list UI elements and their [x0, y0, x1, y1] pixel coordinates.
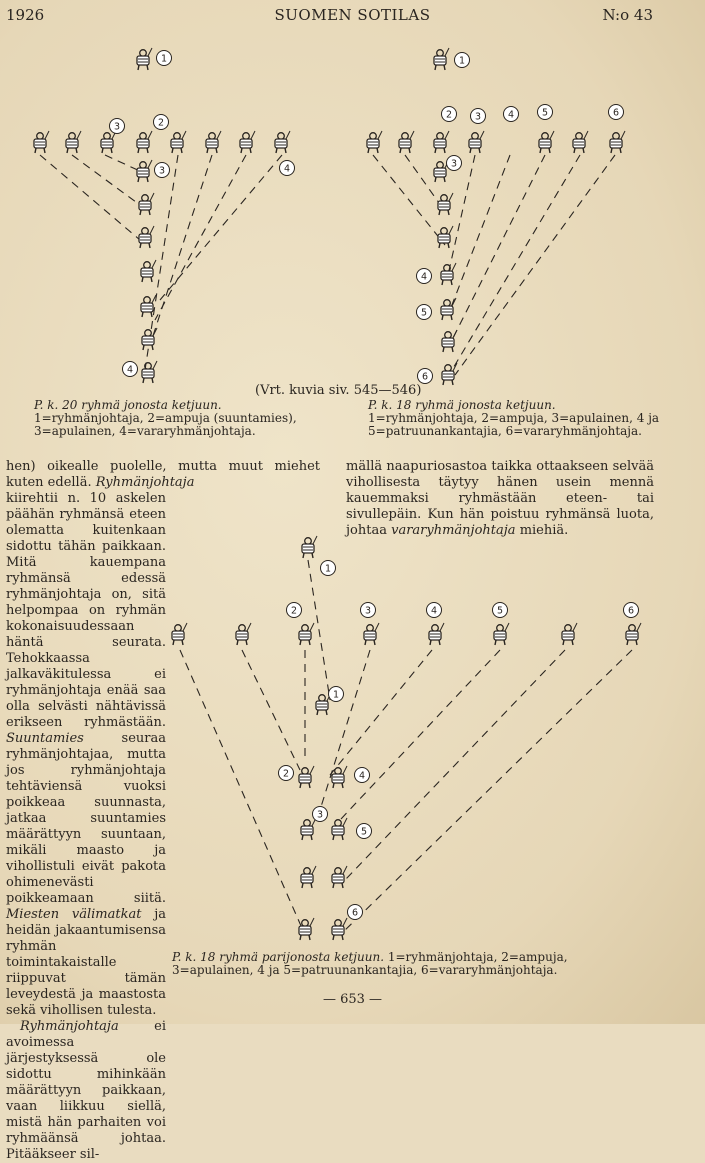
text-span-italic: Suuntamies	[6, 731, 84, 746]
text-span: miehiä.	[519, 523, 569, 538]
caption-right-prefix: P. k. 18 ryhmä jonosta ketjuun.	[368, 398, 556, 412]
text-span: mällä naapuriosastoa taikka ottaakseen selvää vihollisesta täytyy hänen usein mennä kauemmaksi ryhmästään eteen- tai sivullepäin. Kun hän poistuu ryhmänsä luota, johtaa	[346, 459, 654, 538]
label-tl: 3	[158, 165, 166, 177]
caption-left-prefix: P. k. 20 ryhmä jonosta ketjuun.	[34, 398, 222, 412]
label-tr: 3	[450, 158, 458, 170]
text-span: ja heidän jakaantumisensa ryhmän toimintakaistalle riippuvat tämän leveydestä ja maastosta sekä vihollisen tulesta.	[6, 907, 166, 1018]
label-tr: 6	[612, 107, 620, 119]
label-tr: 4	[420, 271, 428, 283]
text-span: ei avoimessa järjestyksessä ole sidottu mihinkään määrättyyn paikkaan, vaan liikkuu siellä, mistä hän parhaiten voi ryhmäänsä johtaa. Pitääkseer sil-	[6, 1019, 166, 1162]
caption-bottom	[172, 951, 634, 977]
label-tl: 4	[126, 364, 134, 376]
label-tr: 3	[474, 111, 482, 123]
label-b: 4	[358, 770, 366, 782]
text-span-italic: Ryhmänjohtaja	[20, 1019, 119, 1034]
paragraph	[346, 459, 654, 539]
label-b: 1	[332, 689, 340, 701]
label-b: 6	[351, 907, 359, 919]
paragraph	[6, 491, 166, 1019]
text-span-italic: vararyhmänjohtaja	[391, 523, 516, 538]
label-b: 5	[360, 826, 368, 838]
paragraph	[6, 459, 320, 491]
caption-right	[368, 399, 668, 438]
label-b: 6	[627, 605, 635, 617]
label-tr: 4	[507, 109, 515, 121]
label-b: 4	[430, 605, 438, 617]
text-span: kiirehtii n. 10 askelen päähän ryhmänsä eteen olematta kuitenkaan sidottu tähän paikkaan. Mitä kauempana ryhmänsä edessä ryhmänjohtaja on, sitä helpompaa on ryhmän kokonaisuudessaan häntä seurata. Tehokkaassa jalkaväkitulessa ei ryhmänjohtaja enää saa olla selvästi nähtävissä erikseen ryhmästään.	[6, 491, 166, 730]
label-tr: 6	[421, 371, 429, 383]
label-tl: 4	[283, 163, 291, 175]
label-b: 1	[324, 563, 332, 575]
label-tl: 3	[113, 121, 121, 133]
text-column-top-left	[6, 459, 320, 491]
caption-left-text: 1=ryhmänjohtaja, 2=ampuja (suuntamies), 3=apulainen, 4=vararyhmänjohtaja.	[34, 411, 297, 438]
text-span-italic: Ryhmänjohtaja	[95, 475, 195, 490]
caption-left	[34, 399, 330, 438]
text-span: hen) oikealle puolelle, mutta muut miehet kuten edellä.	[6, 459, 320, 490]
label-b: 3	[364, 605, 372, 617]
caption-right-text: 1=ryhmänjohtaja, 2=ampuja, 3=apulainen, 4 ja 5=patruunankantajia, 6=vararyhmänjohtaja.	[368, 411, 660, 438]
header-issue: N:o 43	[602, 6, 653, 24]
page-number: — 653 —	[322, 992, 383, 1007]
text-column-left	[6, 491, 166, 1162]
label-tl: 1	[160, 53, 168, 65]
figure-note: (Vrt. kuvia siv. 545—546)	[255, 383, 422, 398]
label-tr: 5	[541, 107, 549, 119]
text-span: seuraa ryhmänjohtajaa, mutta jos ryhmänjohtaja tehtäviensä vuoksi poikkeaa suunnasta, jatkaa suuntamies määrättyyn suuntaan, mikäli maasto ja vihollistuli eivät pakota ohimenevästi poikkeamaan siitä.	[6, 731, 166, 906]
label-b: 2	[282, 768, 290, 780]
label-b: 5	[496, 605, 504, 617]
text-column-right	[346, 459, 654, 539]
label-tr: 2	[445, 109, 453, 121]
header-year: 1926	[6, 6, 45, 24]
label-b: 2	[290, 605, 298, 617]
label-b: 3	[316, 809, 324, 821]
caption-bottom-prefix: P. k. 18 ryhmä parijonosta ketjuun.	[172, 950, 385, 964]
label-tr: 5	[420, 307, 428, 319]
paragraph	[6, 1019, 166, 1163]
header-title: SUOMEN SOTILAS	[274, 6, 431, 24]
caption-bottom-text: 1=ryhmänjohtaja, 2=ampuja, 3=apulainen, 4 ja 5=patruunankantajia, 6=vararyhmänjohtaja.	[172, 950, 568, 977]
text-span-italic: Miesten välimatkat	[6, 907, 142, 922]
label-tr: 1	[458, 55, 466, 67]
label-tl: 2	[157, 117, 165, 129]
